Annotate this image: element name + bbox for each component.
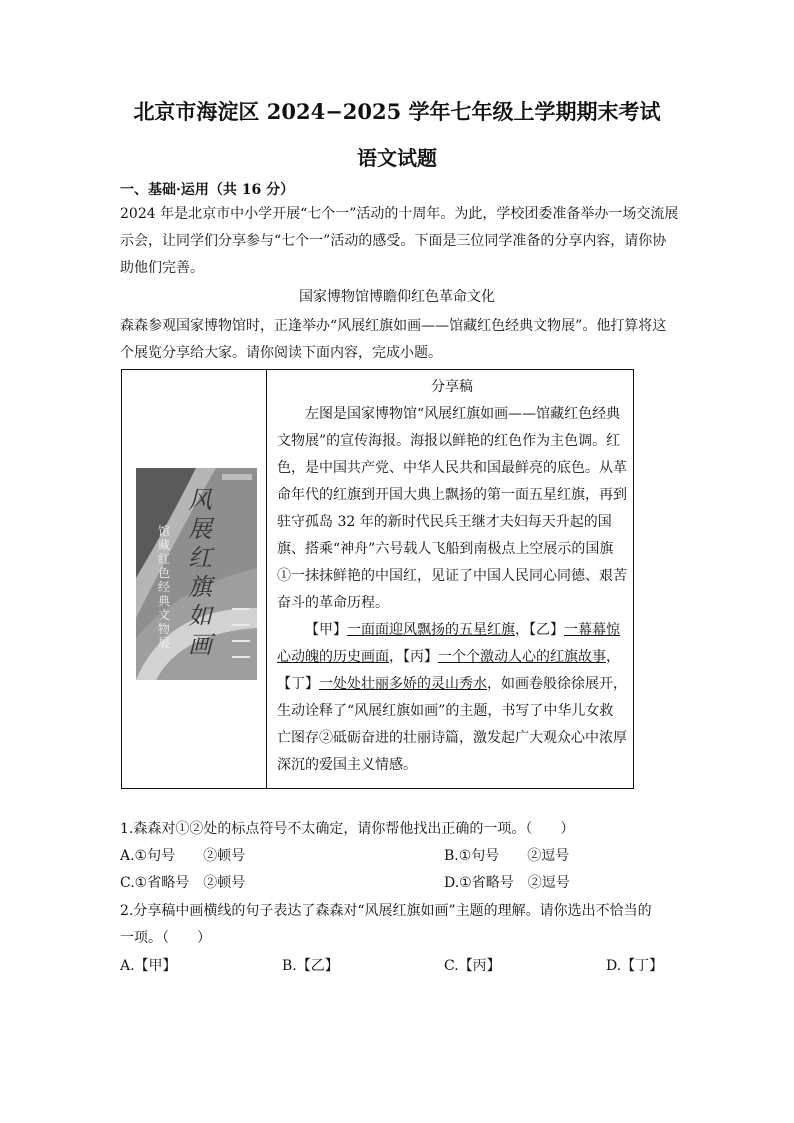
marker-ding: ，【丁】 — [277, 649, 620, 692]
poster-vertical-caption: 馆藏红色经典文物展 — [158, 524, 171, 650]
question-1-stem: 1.森森对①②处的标点符号不太确定，请你帮他找出正确的一项。（ ） — [120, 821, 575, 837]
page-title: 北京市海淀区 2024−2025 学年七年级上学期期末考试 — [133, 99, 661, 124]
question-2-stem-line-2: 一项。（ ） — [120, 930, 211, 946]
marker-yi: ，【乙】 — [515, 622, 564, 638]
underlined-jia: 一面面迎风飘扬的五星红旗 — [347, 622, 515, 638]
share-paragraph-1: 左图是国家博物馆“风展红旗如画——馆藏红色经典文物展”的宣传海报。海报以鲜艳的红色作为主色调。红色，是中国共产党、中华人民共和国最鲜亮的底色。从革命年代的红旗到开国大典上飘扬的第一面五星红旗，再到驻守孤岛 32 年的新时代民兵王继才夫妇每天升起的国旗、搭乘“神舟”六号载人飞船到南极点上空展示的国旗①一抹抹鲜艳的中国红，见证了中国人民同心同德、艰苦奋斗的革命历程。 — [277, 406, 627, 611]
q1-option-b[interactable]: B.①句号 ②逗号 — [444, 848, 570, 864]
q2-option-d[interactable]: D.【丁】 — [606, 958, 664, 974]
q2-option-b[interactable]: B.【乙】 — [282, 958, 339, 974]
q2-option-c[interactable]: C.【丙】 — [444, 958, 501, 974]
topic-intro: 森森参观国家博物馆时，正逢举办“风展红旗如画——馆藏红色经典文物展”。他打算将这个展览分享给大家。请你阅读下面内容，完成小题。 — [120, 318, 667, 361]
q1-option-c[interactable]: C.①省略号 ②顿号 — [120, 875, 246, 891]
q1-option-a[interactable]: A.①句号 ②顿号 — [120, 848, 246, 864]
q2-option-a[interactable]: A.【甲】 — [120, 958, 177, 974]
table-divider — [266, 370, 267, 788]
share-paragraph-2 — [277, 617, 627, 779]
share-text — [277, 374, 627, 779]
share-paragraph-2-tail: ，如画卷般徐徐展开，生动诠释了“风展红旗如画”的主题，书写了中华儿女救亡图存②砥砺奋进的壮丽诗篇，激发起广大观众心中浓厚深沉的爱国主义情感。 — [277, 676, 627, 773]
section-heading: 一、基础·运用（共 16 分） — [120, 182, 295, 198]
share-table — [121, 369, 634, 789]
question-2-stem-line-1: 2.分享稿中画横线的句子表达了森森对“风展红旗如画”主题的理解。请你选出不恰当的 — [120, 903, 652, 919]
underlined-bing: 一个个激动人心的红旗故事 — [438, 649, 606, 665]
page-subtitle: 语文试题 — [357, 146, 437, 170]
underlined-yi: 一幕幕惊心动魄的历史画面 — [277, 622, 620, 665]
marker-jia: 【甲】 — [305, 622, 347, 638]
q1-option-d[interactable]: D.①省略号 ②逗号 — [444, 875, 570, 891]
underlined-ding: 一处处壮丽多娇的灵山秀水 — [319, 676, 487, 692]
share-heading: 分享稿 — [431, 379, 473, 395]
exhibition-poster — [136, 468, 257, 680]
topic-title: 国家博物馆博瞻仰红色革命文化 — [299, 289, 495, 305]
intro-paragraph: 2024 年是北京市中小学开展“七个一”活动的十周年。为此，学校团委准备举办一场交流展示会，让同学们分享参与“七个一”活动的感受。下面是三位同学准备的分享内容，请你协助他们完善。 — [120, 206, 679, 276]
poster-calligraphy: 风 展 红 旗 如 画 — [188, 486, 212, 659]
marker-bing: ，【丙】 — [389, 649, 438, 665]
